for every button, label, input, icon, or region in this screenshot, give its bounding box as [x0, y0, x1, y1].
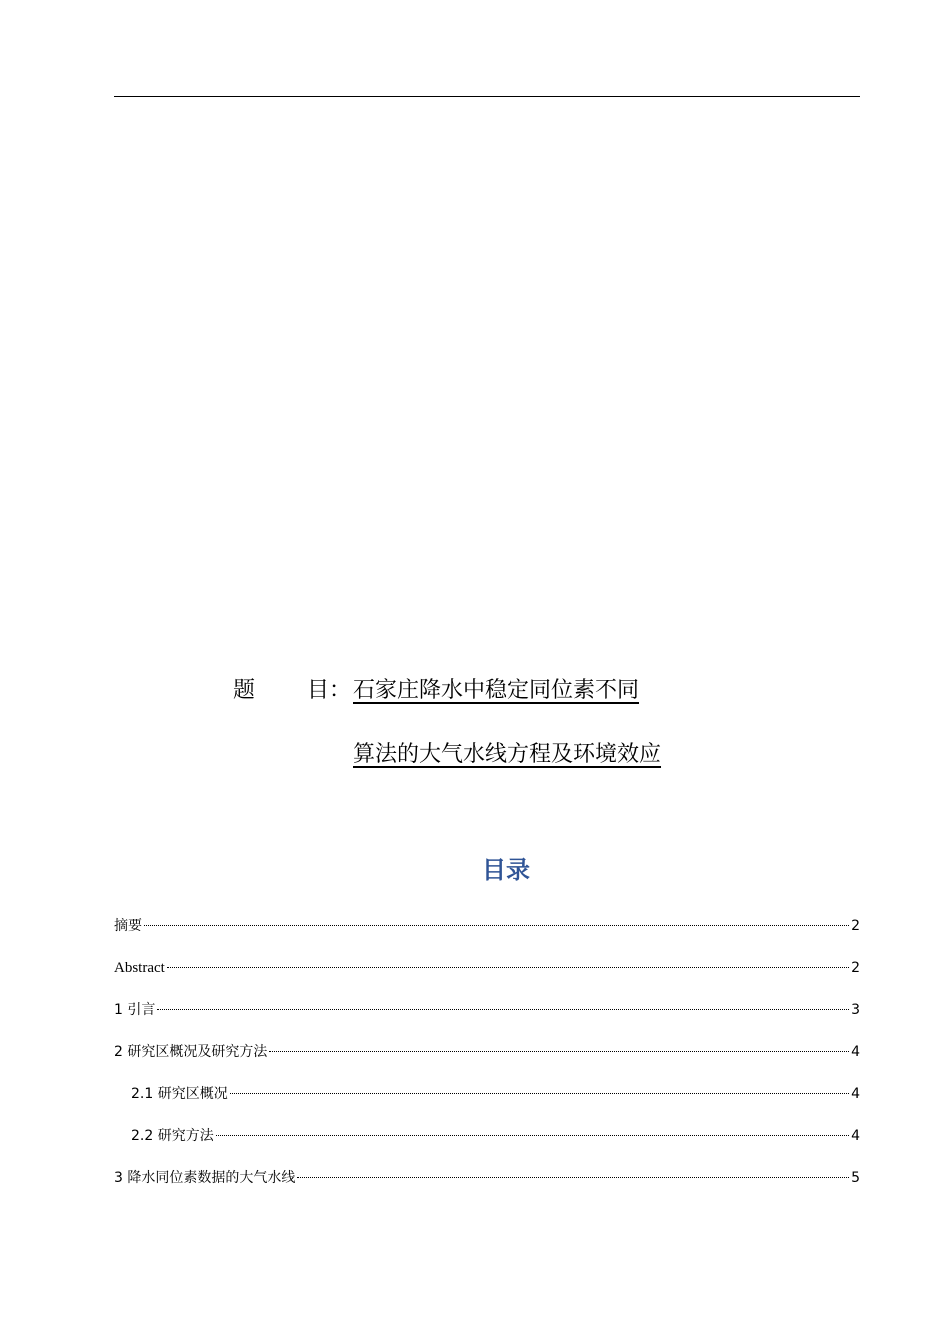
toc-entry-label: 摘要 — [114, 918, 142, 934]
header-rule — [114, 96, 860, 97]
toc-entry-label: Abstract — [114, 960, 165, 976]
toc-entry-label: 2.1 研究区概况 — [131, 1086, 228, 1102]
title-label — [233, 674, 351, 708]
toc-entry-page: 4 — [851, 1086, 860, 1102]
toc-entry-label: 2 研究区概况及研究方法 — [114, 1044, 268, 1060]
toc-entry-section-2-2[interactable] — [131, 1124, 860, 1148]
toc-entry-label: 2.2 研究方法 — [131, 1128, 214, 1144]
toc-entry-page: 2 — [851, 960, 860, 976]
toc-entry-section-2[interactable] — [114, 1040, 860, 1064]
toc-leader — [230, 1093, 849, 1094]
toc-entry-introduction[interactable] — [114, 998, 860, 1022]
thesis-title-line-2: 算法的大气水线方程及环境效应 — [353, 742, 662, 767]
toc-entry-page: 4 — [851, 1128, 860, 1144]
toc-entry-page: 5 — [851, 1170, 860, 1186]
toc-entry-page: 2 — [851, 918, 860, 934]
toc-leader — [167, 967, 849, 968]
title-label-char-1: 题 — [233, 678, 256, 703]
toc-leader — [216, 1135, 849, 1136]
toc-entry-page: 4 — [851, 1044, 860, 1060]
toc-entry-label: 1 引言 — [114, 1002, 156, 1018]
toc-leader — [144, 925, 849, 926]
toc-heading — [0, 852, 950, 888]
toc-heading-text: 目录 — [482, 856, 530, 884]
toc-entry-page: 3 — [851, 1002, 860, 1018]
toc-leader — [297, 1177, 849, 1178]
toc-leader — [157, 1009, 849, 1010]
toc-entry-abstract-en[interactable] — [114, 956, 860, 980]
thesis-title-line-1: 石家庄降水中稳定同位素不同 — [353, 678, 640, 703]
toc-leader — [269, 1051, 849, 1052]
toc-entry-section-3[interactable] — [114, 1166, 860, 1190]
toc-entry-abstract-cn[interactable] — [114, 914, 860, 938]
toc-entry-section-2-1[interactable] — [131, 1082, 860, 1106]
toc-entry-label: 3 降水同位素数据的大气水线 — [114, 1170, 296, 1186]
title-label-char-2: 目： — [307, 678, 352, 703]
